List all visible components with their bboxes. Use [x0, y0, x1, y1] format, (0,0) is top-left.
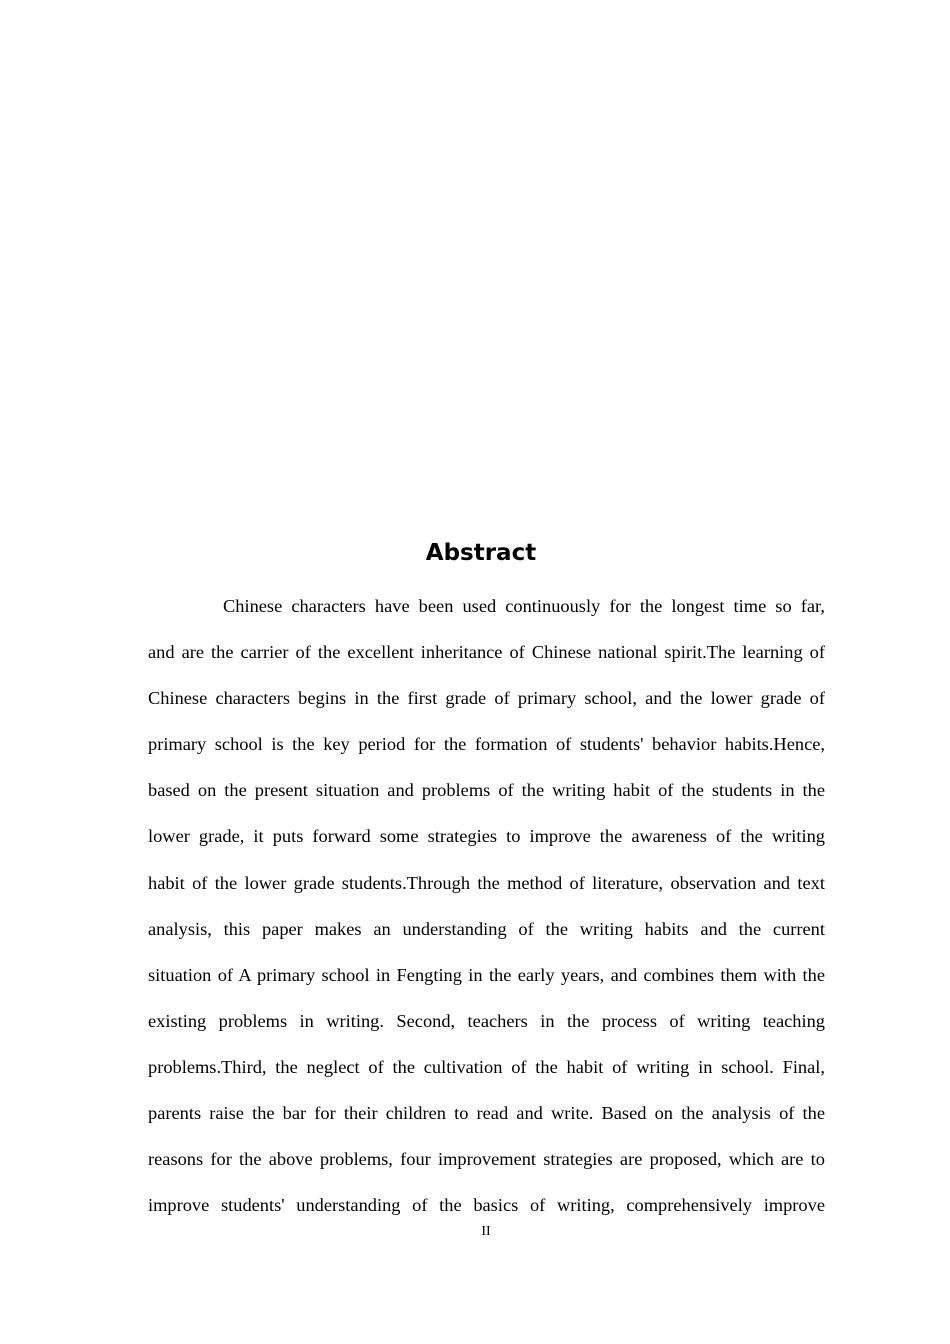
abstract-line: existing problems in writing. Second, teachers in the process of writing teaching: [148, 1010, 825, 1031]
abstract-line: primary school is the key period for the formation of students' behavior habits.Hence,: [148, 734, 825, 755]
abstract-line: and are the carrier of the excellent inheritance of Chinese national spirit.The learning of: [148, 642, 825, 663]
abstract-heading: Abstract: [425, 540, 537, 566]
abstract-line: Chinese characters begins in the first grade of primary school, and the lower grade of: [148, 688, 825, 709]
abstract-body: [148, 583, 825, 1228]
abstract-line: Chinese characters have been used continuously for the longest time so far,: [223, 596, 825, 616]
abstract-line: situation of A primary school in Fengting in the early years, and combines them with the: [148, 964, 825, 985]
abstract-line: lower grade, it puts forward some strategies to improve the awareness of the writing: [148, 826, 825, 847]
abstract-line: based on the present situation and problems of the writing habit of the students in the: [148, 780, 825, 801]
abstract-line: parents raise the bar for their children to read and write. Based on the analysis of the: [148, 1103, 825, 1124]
page-number: II: [481, 1224, 491, 1239]
abstract-line: analysis, this paper makes an understanding of the writing habits and the current: [148, 918, 825, 939]
abstract-line: habit of the lower grade students.Through the method of literature, observation and text: [148, 872, 825, 893]
abstract-line: problems.Third, the neglect of the cultivation of the habit of writing in school. Final,: [148, 1056, 825, 1077]
abstract-line: reasons for the above problems, four improvement strategies are proposed, which are to: [148, 1149, 825, 1170]
abstract-line: improve students' understanding of the basics of writing, comprehensively improve: [148, 1195, 825, 1216]
